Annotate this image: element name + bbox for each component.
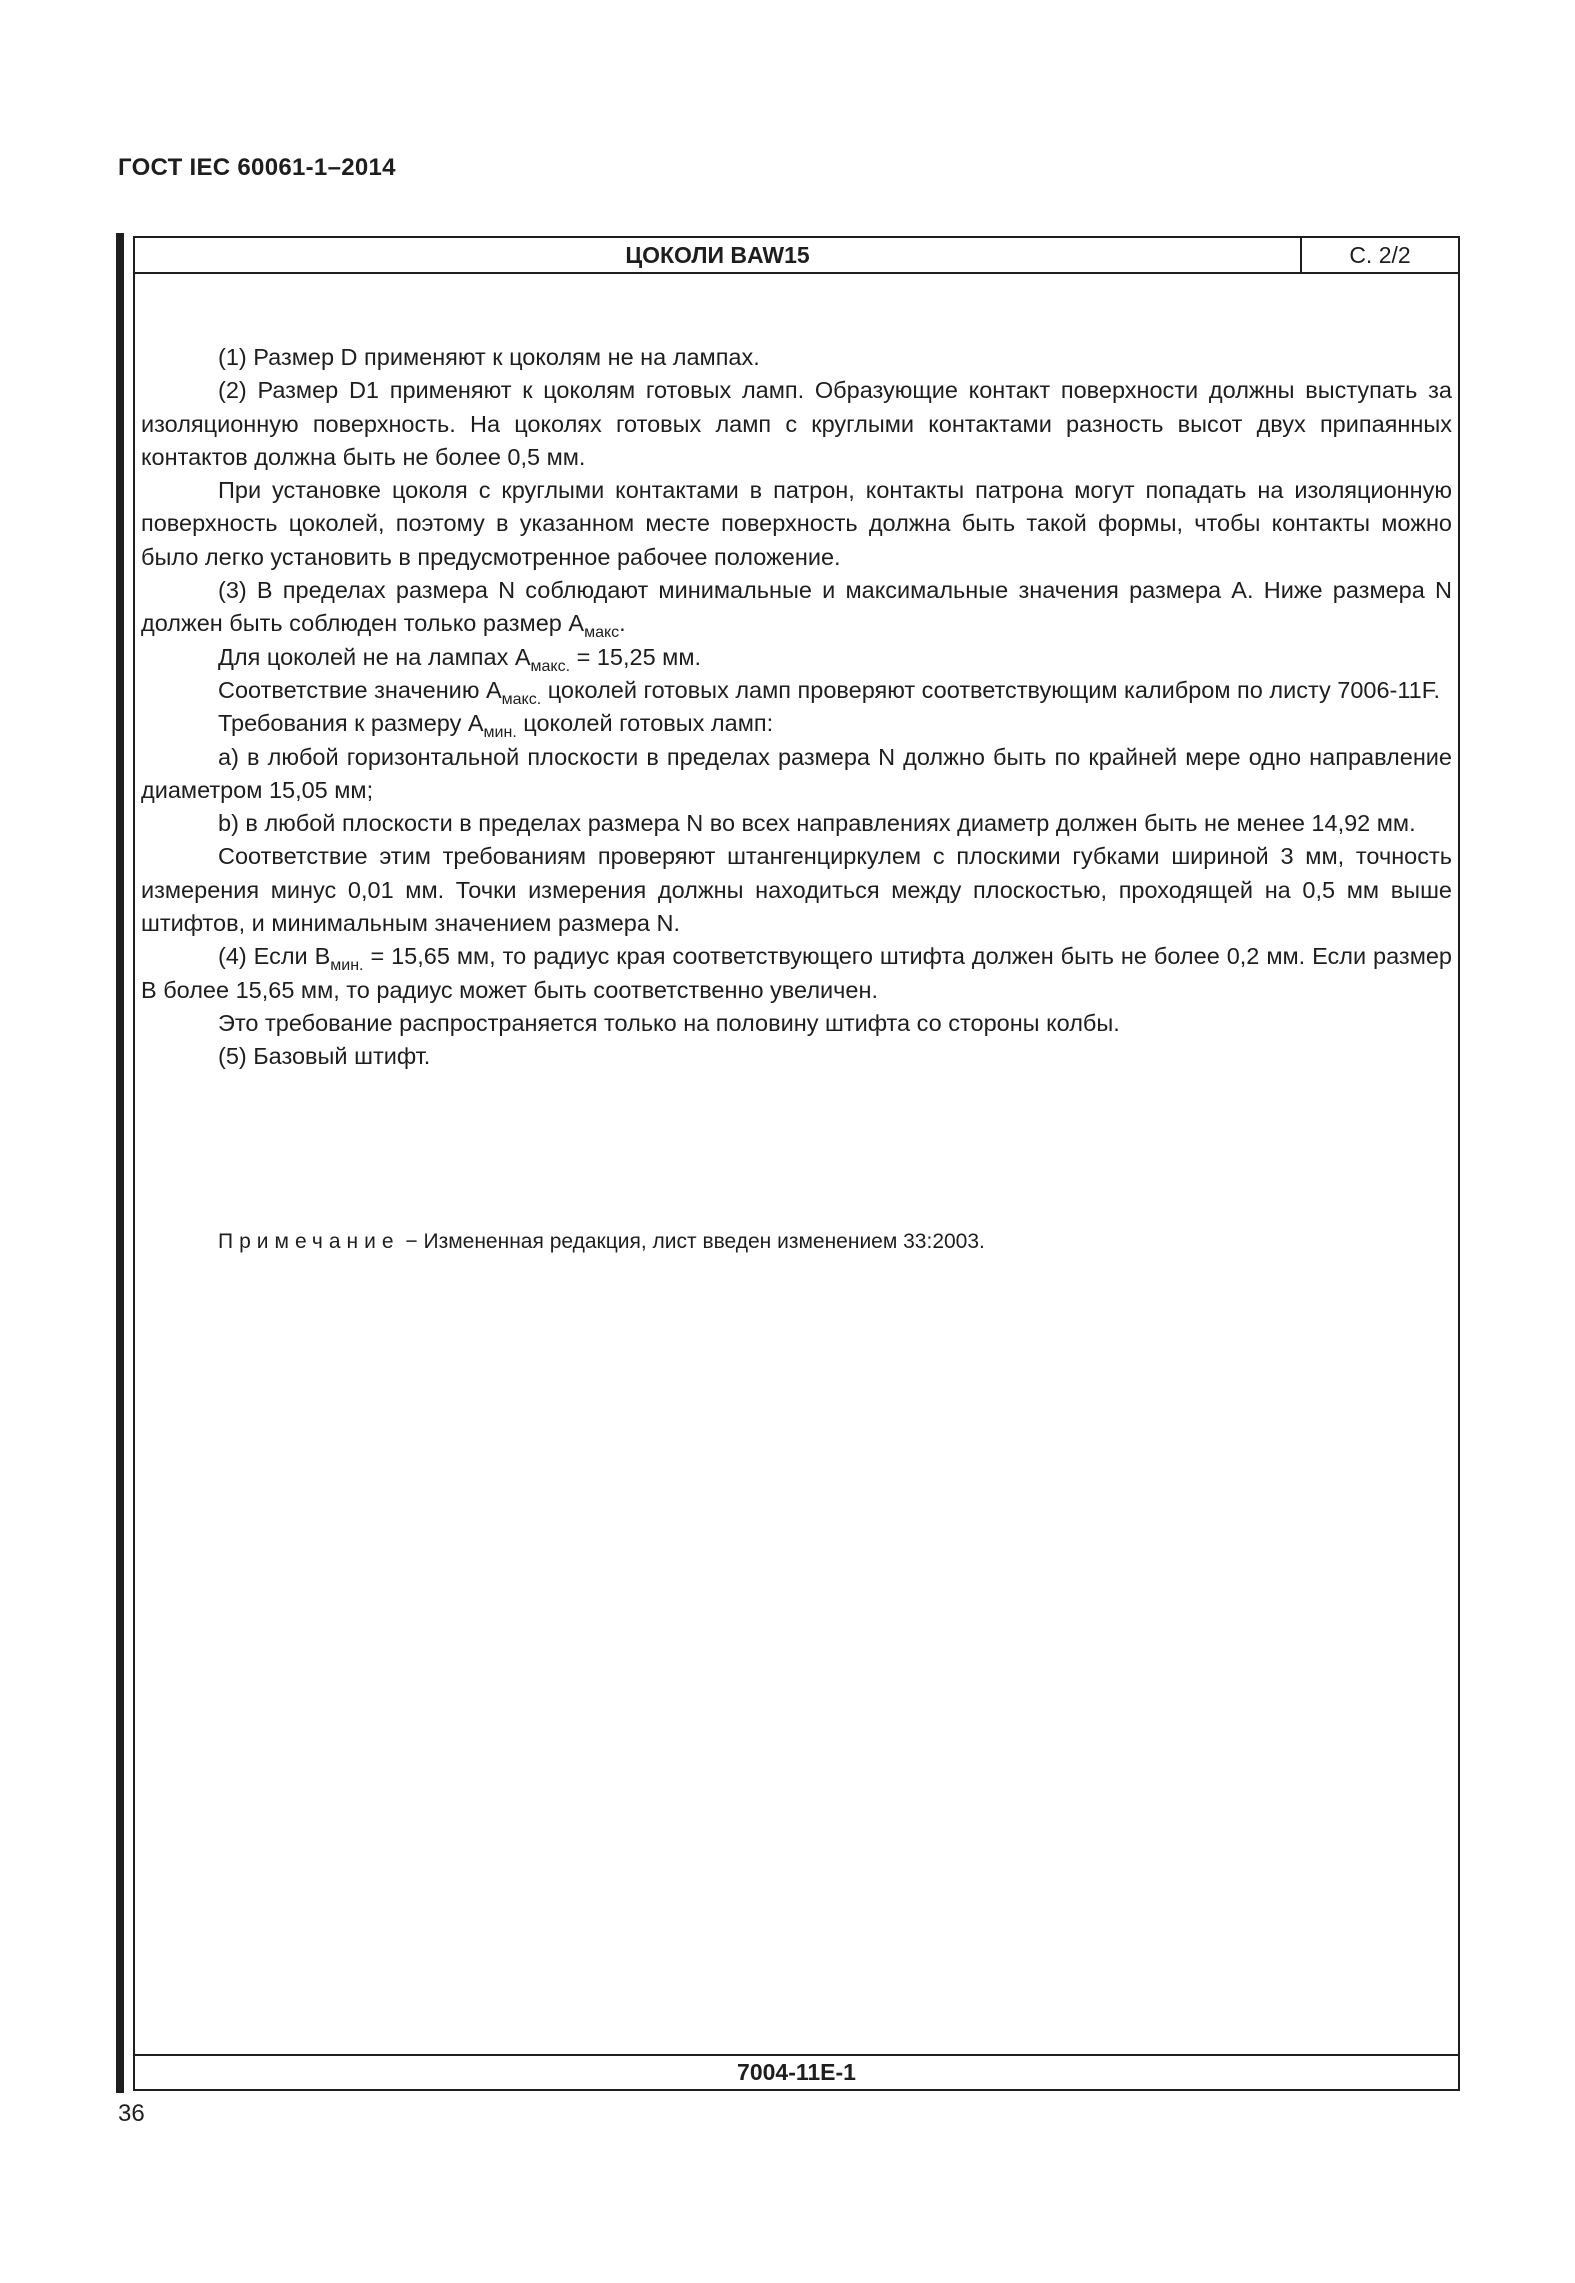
text-run: (4) Если В (218, 943, 331, 970)
paragraph (141, 474, 1452, 574)
sheet-title: ЦОКОЛИ BAW15 (135, 238, 1302, 272)
text-run: цоколей готовых ламп проверяют соответствующим калибром по листу 7006-11F. (541, 676, 1441, 703)
text-run: b) в любой плоскости в пределах размера N во всех направлениях диаметр должен быть не менее 14,92 мм. (218, 810, 1416, 837)
sheet-page-label: С. 2/2 (1349, 241, 1411, 268)
paragraph (141, 1040, 1452, 1073)
paragraph (141, 1007, 1452, 1040)
text-run: При установке цоколя с круглыми контактами в патрон, контакты патрона могут попадать на изоляционную поверхность цоколей, поэтому в указанном месте поверхность должна быть такой формы, чтобы контакты можно было легко установить в предусмотренное рабочее положение. (141, 477, 1452, 570)
sheet-frame (133, 236, 1460, 2091)
text-run: = 15,25 мм. (570, 643, 702, 670)
text-run: . (619, 610, 626, 637)
paragraph (141, 641, 1452, 674)
paragraph (141, 674, 1452, 707)
note (218, 1230, 985, 1254)
paragraph (141, 574, 1452, 641)
paragraph (141, 940, 1452, 1007)
sheet-code: 7004-11Е-1 (135, 2054, 1458, 2089)
text-run: Для цоколей не на лампах А (218, 643, 531, 670)
paragraph (141, 840, 1452, 940)
text-run: Соответствие этим требованиям проверяют штангенциркулем с плоскими губками шириной 3 мм, точность измерения минус 0,01 мм. Точки измерения должны находиться между плоскостью, проходящей на 0,5 мм выше штифтов, и минимальным значением размера N. (141, 843, 1452, 937)
paragraph (141, 807, 1452, 840)
subscript: макс. (501, 690, 542, 708)
page-number: 36 (118, 2100, 145, 2127)
text-run: Соответствие значению А (218, 676, 502, 703)
paragraph (141, 707, 1452, 740)
subscript: мин. (330, 957, 364, 975)
text-run: (2) Размер D1 применяют к цоколям готовых ламп. Образующие контакт поверхности должны выступать за изоляционную поверхность. На цоколях готовых ламп с круглыми контактами разность высот двух припаянных контактов должна быть не более 0,5 мм. (141, 377, 1452, 470)
sheet-title-row (135, 238, 1458, 274)
note-text: − Измененная редакция, лист введен изменением 33:2003. (399, 1230, 985, 1253)
text-run: = 15,65 мм, то радиус края соответствующего штифта должен быть не более 0,2 мм. Если размер В более 15,65 мм, то радиус может быть соответственно увеличен. (141, 943, 1452, 1003)
text-run: Это требование распространяется только на половину штифта со стороны колбы. (218, 1009, 1120, 1036)
subscript: мин. (483, 724, 517, 742)
paragraph (141, 741, 1452, 808)
note-label: Примечание (218, 1230, 400, 1253)
text-run: Требования к размеру А (218, 710, 484, 737)
subscript: макс. (530, 657, 571, 675)
text-run: (5) Базовый штифт. (218, 1043, 431, 1070)
sheet-content (141, 341, 1452, 1074)
text-run: (3) В пределах размера N соблюдают минимальные и максимальные значения размера А. Ниже размера N должен быть соблюден только размер А (141, 577, 1452, 637)
document-header: ГОСТ IEC 60061-1–2014 (118, 154, 396, 181)
subscript: макс (584, 624, 620, 642)
text-run: a) в любой горизонтальной плоскости в пределах размера N должно быть по крайней мере одно направление диаметром 15,05 мм; (141, 743, 1452, 803)
text-run: цоколей готовых ламп: (516, 710, 774, 737)
text-run: (1) Размер D применяют к цоколям не на лампах. (218, 344, 760, 370)
paragraph (141, 341, 1452, 374)
paragraph (141, 374, 1452, 474)
change-bar (116, 233, 124, 2093)
